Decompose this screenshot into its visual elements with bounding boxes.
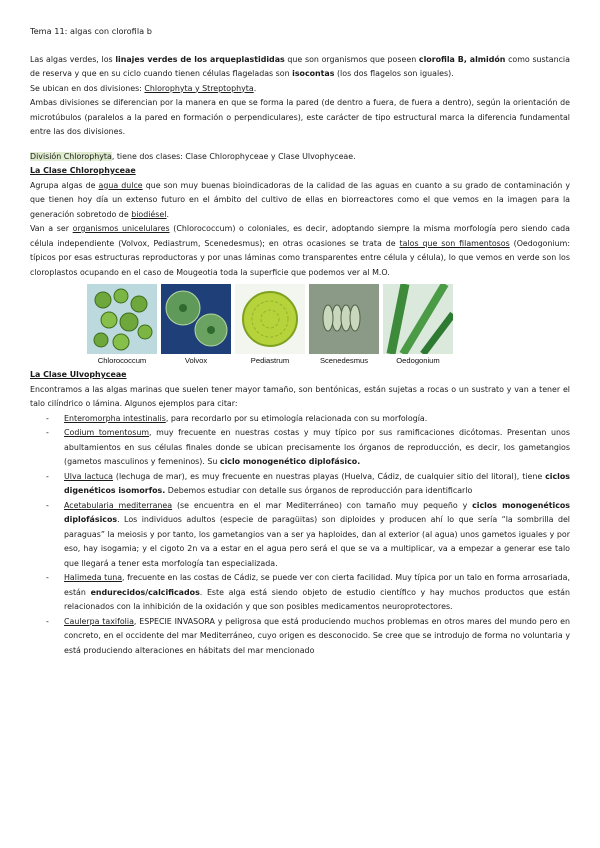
caption-oedogonium: Oedogonium <box>396 356 440 365</box>
list-item: - Codium tomentosum, muy frecuente en nuestras costas y muy típico por sus ramificaciones dicótomas. Presentan unos abultamientos en sus células finales donde se ubican precisamente los órganos de reproducción, es decir, los gametangios (gametos masculinos y femeninos). Su ciclo monogenético diplofásico. <box>46 428 570 466</box>
chlorophyceae-heading: La Clase Chlorophyceae <box>30 166 136 175</box>
caption-chlorococcum: Chlorococcum <box>97 356 147 365</box>
caption-volvox: Volvox <box>184 356 208 365</box>
chlorophyceae-paragraph-1: Agrupa algas de agua dulce que son muy buenas bioindicadoras de la calidad de las aguas en cuanto a su grado de contaminación y que tienen hoy día un extenso futuro en el ámbito del cultivo de ellas en biorreactores como el que vemos en la imagen para la generación sobretodo de biodiésel. <box>30 180 571 219</box>
ulvophyceae-heading: La Clase Ulvophyceae <box>30 370 127 379</box>
list-item: - Halimeda tuna, frecuente en las costas de Cádiz, se puede ver con cierta facilidad. Muy típica por un talo en forma arrosariada, están endurecidos/calcificados. Este alga está siendo objeto de estudio científico y hay muchos productos que están relacionados con la inhibición de la oxidación y que son posibles medicamentos neuroprotectores. <box>46 573 571 611</box>
list-item: - Caulerpa taxifolia, ESPECIE INVASORA y peligrosa que está produciendo muchos problemas en otros mares del mundo pero en concreto, en el occidente del mar Mediterráneo, cuyo origen es desconocido. Se cree que se introdujo de forma no voluntaria y está produciendo alteraciones en hábitats del mar mencionado <box>46 616 570 655</box>
pediastrum-image <box>235 284 305 354</box>
division-highlight: División Chlorophyta <box>30 151 112 161</box>
figure-volvox <box>161 284 231 366</box>
ulvophyceae-intro: Encontramos a las algas marinas que suelen tener mayor tamaño, son bentónicas, están sujetas a rocas o un sustrato y van a tener el talo cilíndrico o lámina. Algunos ejemplos para citar: <box>30 384 570 408</box>
division-line: División Chlorophyta, tiene dos clases: Clase Chlorophyceae y Clase Ulvophyceae. <box>30 151 356 161</box>
chlorococcum-image <box>87 284 157 354</box>
figure-scenedesmus <box>309 284 379 366</box>
figure-oedogonium <box>383 284 453 366</box>
figure-chlorococcum <box>87 284 157 366</box>
intro-paragraph-2: Se ubican en dos divisiones: Chlorophyta y Streptophyta. <box>30 83 257 93</box>
figure-pediastrum <box>235 284 305 366</box>
intro-paragraph-1: Las algas verdes, los linajes verdes de los arqueplastididas que son organismos que poseen clorofila B, almidón como sustancia de reserva y que en su ciclo cuando tienen células flageladas son isocontas (los dos flagelos son iguales). <box>30 54 570 78</box>
list-item: - Ulva lactuca (lechuga de mar), es muy frecuente en nuestras playas (Huelva, Cádiz, de cualquier sitio del litoral), tiene ciclos digenéticos isomorfos. Debemos estudiar con detalle sus órganos de reproducción para identificarlo <box>46 471 570 495</box>
algae-image-strip <box>90 284 450 366</box>
volvox-image <box>161 284 231 354</box>
scenedesmus-image <box>309 284 379 354</box>
page-title: Tema 11: algas con clorofila b <box>30 26 152 36</box>
caption-pediastrum: Pediastrum <box>250 356 290 365</box>
document-page <box>30 24 570 658</box>
chlorophyceae-paragraph-2: Van a ser organismos unicelulares (Chlorococcum) o coloniales, es decir, adoptando siempre la misma morfología pero siendo cada célula independiente (Volvox, Pediastrum, Scenedesmus); en otras ocasiones se trata de talos que son filamentosos (Oedogonium: típicos por esas estructuras reproductoras y por unas láminas como transparentes entre célula y célula), lo que vemos en verde son los cloroplastos ocupando en el caso de Mougeotia toda la superficie que podemos ver al M.O. <box>30 224 570 277</box>
list-item: - Enteromorpha intestinalis, para recordarlo por su etimología relacionada con su morfología. <box>46 413 428 423</box>
caption-scenedesmus: Scenedesmus <box>319 356 369 365</box>
intro-paragraph-3: Ambas divisiones se diferencian por la manera en que se forma la pared (de dentro a fuera, de fuera a dentro), según la orientación de microtúbulos (paralelos a la pared en formación o perpendiculares), este carácter de tipo estructural marca la diferencia fundamental entre las dos divisiones. <box>30 98 570 136</box>
list-item: - Acetabularia mediterranea (se encuentra en el mar Mediterráneo) con tamaño muy pequeño y ciclos monogenéticos diplofásicos. Los individuos adultos (especie de paragüitas) son diploides y producen ahí lo que sería “la sombrilla del paraguas” la meiosis y por tanto, los gametangios van a ser ya haploides, dan al exterior (al agua) unos gametos iguales y por eso, hay isogamia; y el cigoto 2n va a estar en el agua pero será el que se va a multiplicar, va a empezar a generar ese talo que llegará a tener esta morfología tan especializada. <box>46 500 571 568</box>
examples-list <box>30 412 570 659</box>
oedogonium-image <box>383 284 453 354</box>
